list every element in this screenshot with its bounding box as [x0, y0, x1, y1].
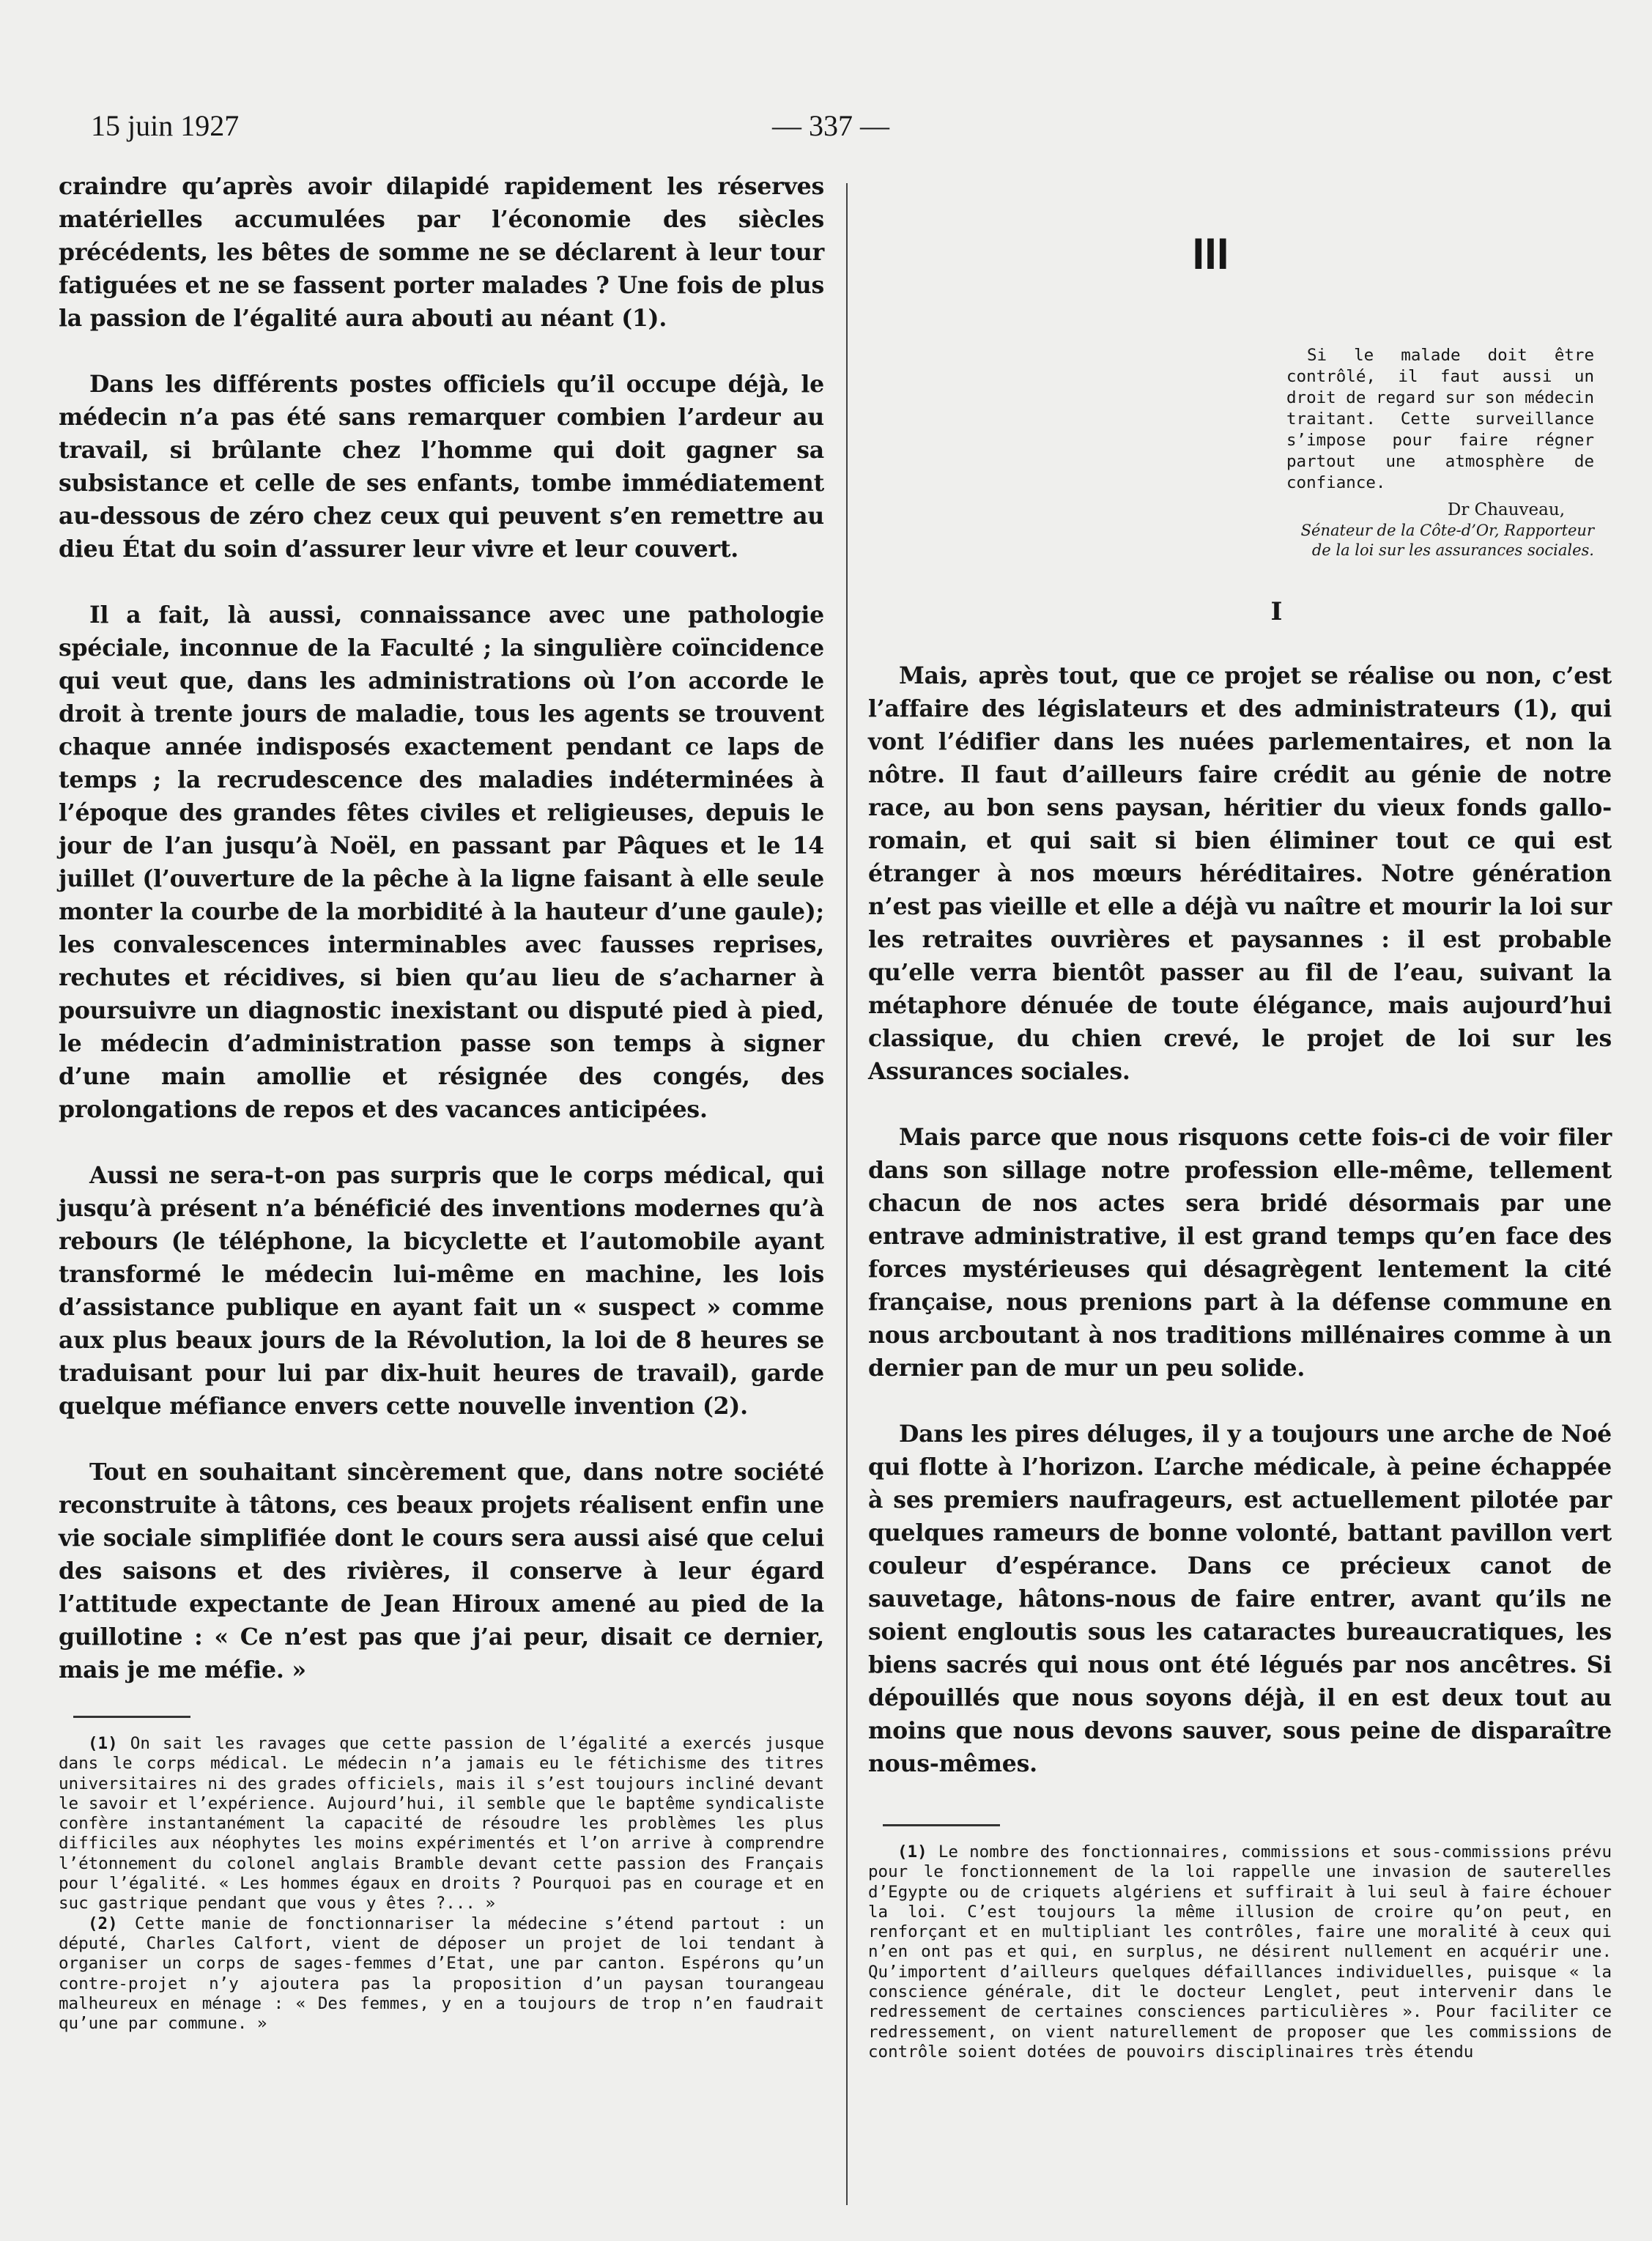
- paragraph: Dans les différents postes officiels qu’il occupe déjà, le médecin n’a pas été sans remarquer combien l’ardeur au travail, si brûlante chez l’homme qui doit gagner sa subsistance et celle de ses enfants, tombe immédiatement au-dessous de zéro chez ceux qui peuvent s’en remettre au dieu État du soin d’assurer leur vivre et leur couvert.: [59, 371, 824, 563]
- epigraph-author: Dr Chauveau,: [1447, 500, 1565, 519]
- footnote-text: On sait les ravages que cette passion de l’égalité a exercés jusque dans le corps médical. Le médecin n’a jamais eu le fétichisme des titres universitaires ni des grades officiels, mais il s’est toujours incliné devant le savoir et l’expérience. Aujourd’hui, il semble que le baptême syndicaliste confère instantanément la capacité de résoudre les problèmes les plus difficiles aux néophytes les moins expérimentés et l’on arrive à comprendre l’étonnement du colonel anglais Bramble devant cette passion des Français pour l’égalité. « Les hommes égaux en droits ? Pourquoi pas en courage et en suc gastrique pendant que vous y êtes ?... »: [59, 1734, 825, 1914]
- footnote: [59, 1914, 824, 2034]
- footnote: [868, 1842, 1612, 2062]
- subsection-number: I: [1270, 597, 1283, 626]
- footnote: [59, 1734, 824, 1914]
- paragraph: Aussi ne sera-t-on pas surpris que le corps médical, qui jusqu’à présent n’a bénéficié des inventions modernes qu’à rebours (le téléphone, la bicyclette et l’automobile ayant transformé le médecin lui-même en machine, les lois d’assistance publique en ayant fait un « suspect » comme aux plus beaux jours de la Révolution, la loi de 8 heures se traduisant pour lui par dix-huit heures de travail), garde quelque méfiance envers cette nouvelle invention (2).: [59, 1162, 824, 1420]
- paragraph: Il a fait, là aussi, connaissance avec une pathologie spéciale, inconnue de la Faculté ; la singulière coïncidence qui veut que, dans les administrations où l’on accorde le droit à trente jours de maladie, tous les agents se trouvent chaque année indisposés exactement pendant ce laps de temps ; la recrudescence des maladies indéterminées à l’époque des grandes fêtes civiles et religieuses, depuis le jour de l’an jusqu’à Noël, en passant par Pâques et le 14 juillet (l’ouverture de la pêche à la ligne faisant à elle seule monter la courbe de la morbidité à la hauteur d’une gaule); les convalescences interminables avec fausses reprises, rechutes et récidives, si bien qu’au lieu de s’acharner à poursuivre un diagnostic inexistant ou disputé pied à pied, le médecin d’administration passe son temps à signer d’une main amollie et résignée des congés, des prolongations de repos et des vacances anticipées.: [59, 601, 824, 1123]
- footnote-text: Cette manie de fonctionnariser la médecine s’étend partout : un député, Charles Calfort, vient de déposer un projet de loi tendant à organiser un corps de sages-femmes d’Etat, une par canton. Espérons qu’un contre-projet n’y ajoutera pas la proposition d’un paysan tourangeau malheureux en ménage : « Des femmes, y en a toujours de trop n’en faudrait qu’une par commune. »: [59, 1914, 824, 2034]
- footnote-number: (1): [897, 1842, 927, 1862]
- paragraph: Mais parce que nous risquons cette fois-ci de voir filer dans son sillage notre profession elle-même, tellement chacun de nos actes sera bridé désormais par une entrave administrative, il est grand temps qu’en face des forces mystérieuses qui désagrègent lentement la cité française, nous prenions part à la défense commune en nous arcboutant à nos traditions millénaires comme à un dernier pan de mur un peu solide.: [868, 1124, 1612, 1382]
- footnote-text: Le nombre des fonctionnaires, commissions et sous-commissions prévu pour le fonctionnement de la loi rappelle une invasion de sauterelles d’Egypte ou de criquets algériens et suffirait à lui seul à faire échouer la loi. C’est toujours la même illusion de croire qu’on peut, en renforçant et en multipliant les contrôles, faire une moralité à ceux qui n’en ont pas et qui, en surplus, ne désirent nullement en acquérir une. Qu’importent d’ailleurs quelques défaillances individuelles, puisque « la conscience générale, dit le docteur Lenglet, peut intervenir dans le redressement de certaines consciences particulières ». Pour faciliter ce redressement, on vient naturellement de proposer que les commissions de contrôle soient dotées de pouvoirs disciplinaires très étendu: [868, 1842, 1612, 2062]
- footnote-number: (1): [88, 1734, 118, 1753]
- page-number: — 337 —: [772, 109, 889, 142]
- paragraph: Mais, après tout, que ce projet se réalise ou non, c’est l’affaire des législateurs et des administrateurs (1), qui vont l’édifier dans les nuées parlementaires, et non la nôtre. Il faut d’ailleurs faire crédit au génie de notre race, au bon sens paysan, héritier du vieux fonds gallo-romain, et qui sait si bien éliminer tout ce qui est étranger à nos mœurs héréditaires. Notre génération n’est pas vieille et elle a déjà vu naître et mourir la loi sur les retraites ouvrières et paysannes : il est probable qu’elle verra bientôt passer au fil de l’eau, suivant la métaphore dénuée de toute élégance, mais aujourd’hui classique, du chien crevé, le projet de loi sur les Assurances sociales.: [868, 662, 1612, 1085]
- footnote-separator: [883, 1824, 1000, 1826]
- paragraph: Tout en souhaitant sincèrement que, dans notre société reconstruite à tâtons, ces beaux projets réalisent enfin une vie sociale simplifiée dont le cours sera aussi aisé que celui des saisons et des rivières, il conserve à leur égard l’attitude expectante de Jean Hiroux amené au pied de la guillotine : « Ce n’est pas que j’ai peur, disait ce dernier, mais je me méfie. »: [59, 1459, 824, 1683]
- column-divider: [846, 183, 848, 2205]
- running-header: [91, 108, 1600, 145]
- epigraph-text: Si le malade doit être contrôlé, il faut aussi un droit de regard sur son médecin traitant. Cette surveillance s’impose pour faire régner partout une atmosphère de confiance.: [1286, 346, 1594, 492]
- right-column: [868, 170, 1612, 2062]
- footnote-number: (2): [88, 1914, 118, 1933]
- footnote-separator: [73, 1716, 190, 1718]
- paragraph: craindre qu’après avoir dilapidé rapidement les réserves matérielles accumulées par l’économie des siècles précédents, les bêtes de somme ne se déclarent à leur tour fatiguées et ne se fassent porter malades ? Une fois de plus la passion de l’égalité aura abouti au néant (1).: [59, 173, 824, 332]
- epigraph-author-title: Sénateur de la Côte-d’Or, Rapporteur de la loi sur les assurances sociales.: [1300, 522, 1594, 559]
- paragraph: Dans les pires déluges, il y a toujours une arche de Noé qui flotte à l’horizon. L’arche médicale, à peine échappée à ses premiers naufrageurs, est actuellement pilotée par quelques rameurs de bonne volonté, battant pavillon vert couleur d’espérance. Dans ce précieux canot de sauvetage, hâtons-nous de faire entrer, avant qu’ils ne soient engloutis sous les cataractes bureaucratiques, les biens sacrés qui nous ont été légués par nos ancêtres. Si dépouillés que nous soyons déjà, il en est deux tout au moins que nous devons sauver, sous peine de disparaître nous-mêmes.: [868, 1420, 1612, 1777]
- section-number: III: [1192, 229, 1229, 278]
- issue-date: 15 juin 1927: [91, 109, 240, 142]
- left-column: [59, 170, 824, 2034]
